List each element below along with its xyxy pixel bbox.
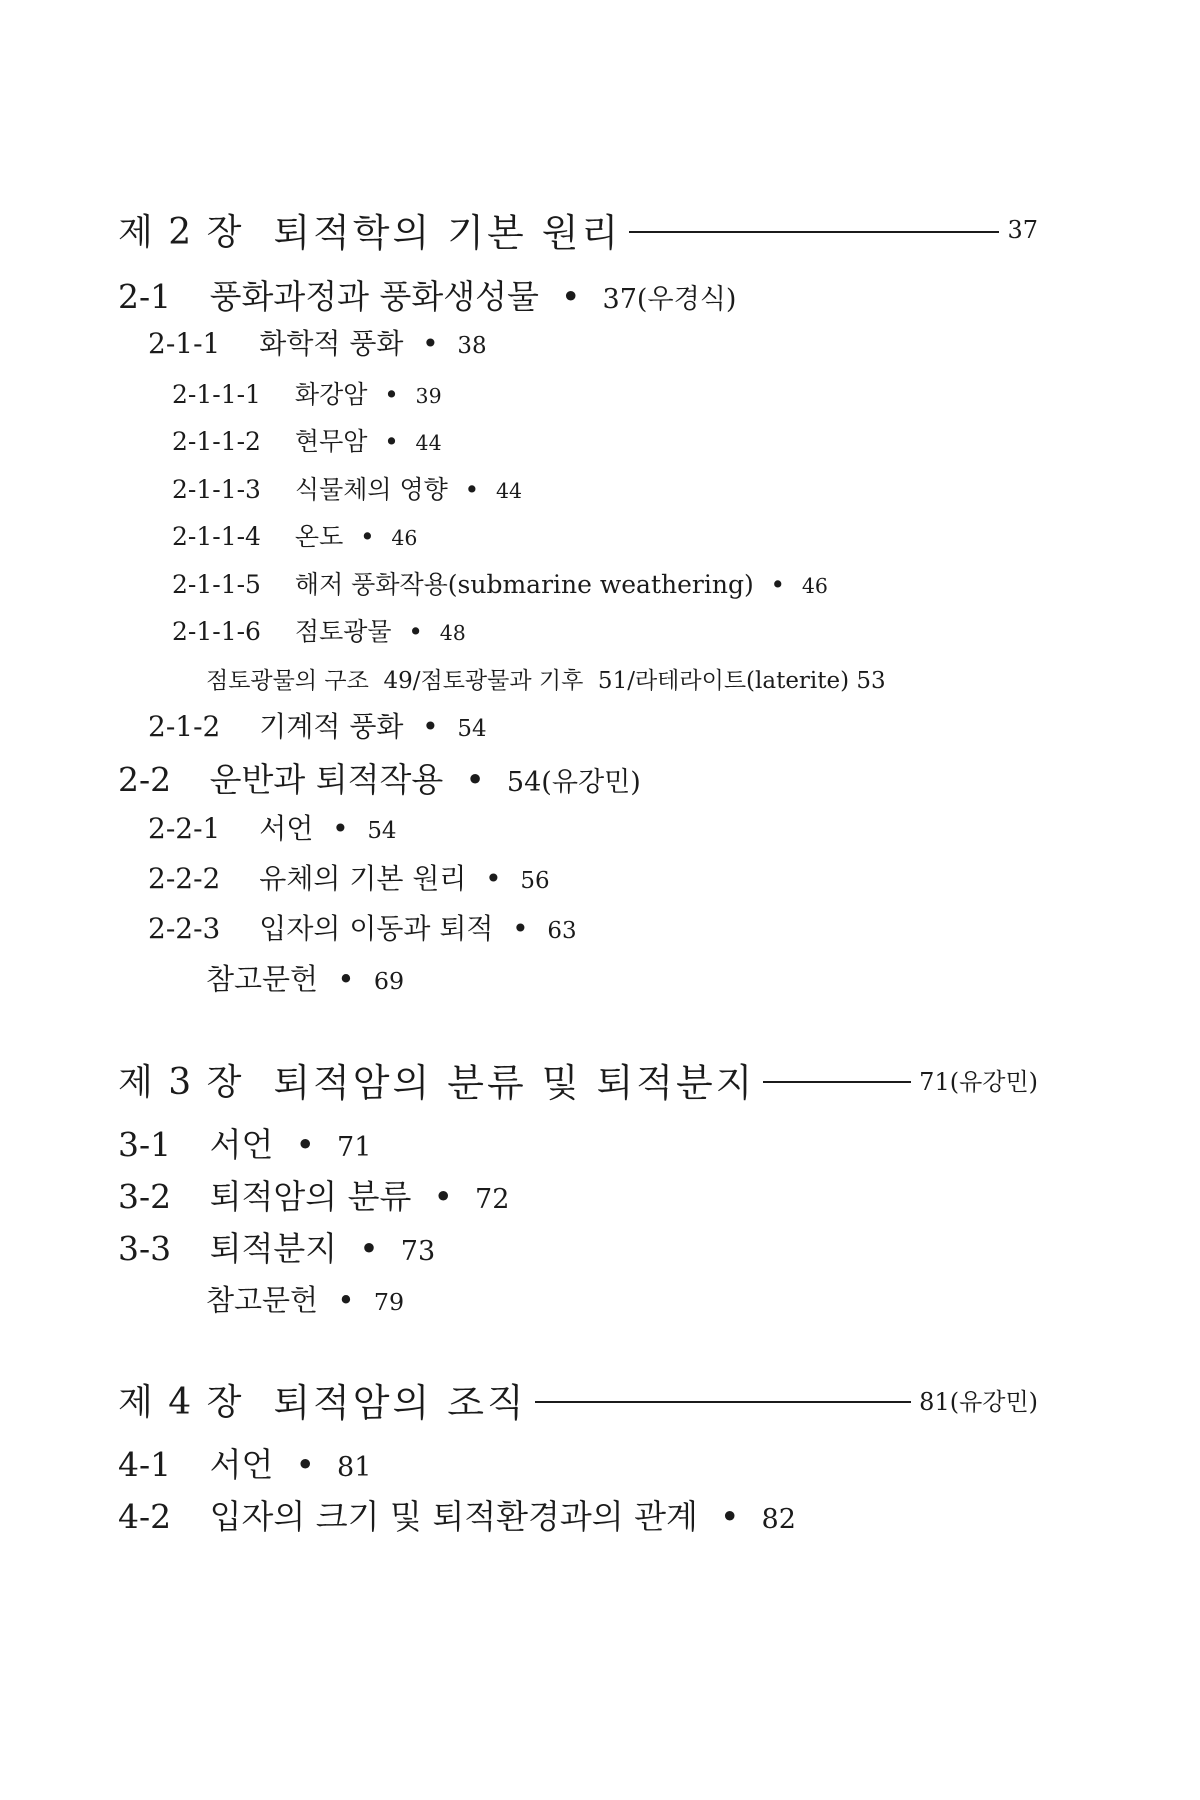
entry-separator: •	[408, 617, 423, 646]
references-title: 참고문헌	[206, 962, 319, 996]
references-page: 79	[373, 1288, 405, 1316]
toc-entry	[172, 382, 442, 407]
chapter-title: 퇴적암의 분류 및 퇴적분지	[273, 1061, 756, 1105]
chapter-label: 제 4 장	[118, 1382, 244, 1423]
entry-page: 48	[439, 621, 466, 645]
entry-title: 서언	[209, 1125, 274, 1164]
entry-number: 3-3	[118, 1229, 172, 1268]
chapter-page: 37	[1007, 215, 1038, 244]
entry-page: 54	[367, 818, 397, 844]
entry-number: 2-1-1-6	[172, 617, 261, 646]
entry-separator: •	[332, 812, 349, 845]
references-entry	[206, 1283, 405, 1317]
chapter-page: 81(유강민)	[919, 1388, 1038, 1416]
toc-entry	[118, 1497, 796, 1536]
entry-number: 2-2-2	[148, 862, 221, 895]
entry-page: 63	[547, 918, 577, 944]
toc-entry	[172, 429, 442, 454]
entry-page: 37(우경식)	[602, 284, 737, 315]
entry-title: 입자의 크기 및 퇴적환경과의 관계	[209, 1497, 698, 1536]
entry-title: 점토광물	[294, 617, 392, 646]
entry-page: 81	[336, 1452, 372, 1483]
entry-page: 44	[495, 479, 523, 503]
entry-page: 46	[801, 574, 828, 598]
chapter-label: 제 3 장	[118, 1062, 244, 1103]
toc-entry	[148, 327, 487, 360]
chapter-label: 제 2 장	[118, 212, 244, 253]
toc-entry	[118, 1125, 372, 1164]
chapter-heading	[118, 202, 1038, 257]
entry-number: 4-2	[118, 1497, 172, 1536]
entry-separator: •	[422, 710, 439, 743]
toc-entry	[148, 812, 397, 845]
entry-number: 2-1-1-5	[172, 570, 261, 599]
toc-entry	[148, 912, 577, 945]
entry-separator: •	[485, 862, 502, 895]
chapter-title: 퇴적학의 기본 원리	[273, 211, 622, 255]
references-page: 69	[373, 967, 405, 995]
entry-title: 화학적 풍화	[259, 327, 404, 360]
entry-number: 2-2-1	[148, 812, 221, 845]
chapter-page: 71(유강민)	[919, 1068, 1038, 1096]
toc-entry	[172, 477, 522, 502]
leader-rule	[629, 231, 999, 233]
entry-page: 82	[761, 1504, 796, 1535]
toc-entry	[172, 524, 417, 549]
leader-rule	[535, 1401, 912, 1403]
entry-title: 유체의 기본 원리	[259, 862, 467, 895]
toc-entry	[172, 619, 466, 644]
entry-page: 54	[457, 716, 487, 742]
entry-number: 2-2	[118, 760, 172, 799]
entry-number: 2-1-1-4	[172, 522, 261, 551]
entry-separator: •	[719, 1497, 740, 1536]
entry-number: 2-1	[118, 277, 172, 316]
entry-page: 54(유강민)	[506, 767, 641, 798]
leader-rule	[763, 1081, 911, 1083]
toc-entry	[118, 1229, 436, 1268]
entry-number: 2-1-1-3	[172, 475, 261, 504]
entry-separator: •	[770, 570, 786, 599]
entry-page: 44	[415, 431, 442, 455]
entry-separator: •	[295, 1445, 315, 1484]
entry-separator: •	[384, 380, 399, 409]
toc-entry	[118, 277, 737, 316]
entry-separator: •	[337, 1283, 355, 1317]
entry-page: 71	[336, 1132, 372, 1163]
entry-separator: •	[422, 327, 439, 360]
entry-title: 해저 풍화작용(submarine weathering)	[294, 570, 754, 599]
entry-title: 서언	[209, 1445, 274, 1484]
chapter-heading	[118, 1372, 1038, 1427]
entry-title: 현무암	[294, 427, 368, 456]
entry-page: 72	[474, 1184, 510, 1215]
entry-number: 4-1	[118, 1445, 172, 1484]
entry-separator: •	[465, 760, 485, 799]
entry-page: 39	[415, 384, 442, 408]
entry-separator: •	[433, 1177, 453, 1216]
entry-title: 서언	[259, 812, 314, 845]
entry-separator: •	[384, 427, 399, 456]
entry-number: 2-1-1-1	[172, 380, 261, 409]
references-title: 참고문헌	[206, 1283, 319, 1317]
entry-title: 기계적 풍화	[259, 710, 404, 743]
entry-title: 입자의 이동과 퇴적	[259, 912, 494, 945]
entry-title: 식물체의 영향	[294, 475, 448, 504]
entry-separator: •	[512, 912, 529, 945]
entry-number: 2-1-1	[148, 327, 221, 360]
entry-title: 화강암	[294, 380, 368, 409]
entry-title: 퇴적암의 분류	[209, 1177, 412, 1216]
entry-separator: •	[464, 475, 480, 504]
toc-entry	[172, 572, 828, 597]
entry-separator: •	[359, 522, 375, 551]
references-entry	[206, 962, 405, 996]
subentry-line: 점토광물의 구조 49/점토광물과 기후 51/라테라이트(laterite) 53	[206, 668, 886, 694]
toc-entry	[118, 760, 641, 799]
entry-number: 2-1-1-2	[172, 427, 261, 456]
chapter-heading	[118, 1052, 1038, 1107]
toc-entry	[148, 710, 487, 743]
entry-title: 풍화과정과 풍화생성물	[209, 277, 539, 316]
entry-title: 온도	[294, 522, 344, 551]
entry-separator: •	[359, 1229, 379, 1268]
entry-number: 3-2	[118, 1177, 172, 1216]
entry-separator: •	[337, 962, 355, 996]
entry-separator: •	[295, 1125, 315, 1164]
entry-page: 38	[457, 333, 487, 359]
entry-number: 2-2-3	[148, 912, 221, 945]
entry-number: 2-1-2	[148, 710, 221, 743]
entry-title: 운반과 퇴적작용	[209, 760, 444, 799]
chapter-title: 퇴적암의 조직	[273, 1381, 527, 1425]
entry-number: 3-1	[118, 1125, 172, 1164]
entry-title: 퇴적분지	[209, 1229, 338, 1268]
entry-page: 73	[400, 1236, 436, 1267]
toc-entry	[148, 862, 550, 895]
entry-page: 56	[520, 868, 550, 894]
entry-separator: •	[560, 277, 581, 316]
entry-page: 46	[391, 526, 418, 550]
toc-entry	[118, 1177, 510, 1216]
toc-entry	[118, 1445, 372, 1484]
